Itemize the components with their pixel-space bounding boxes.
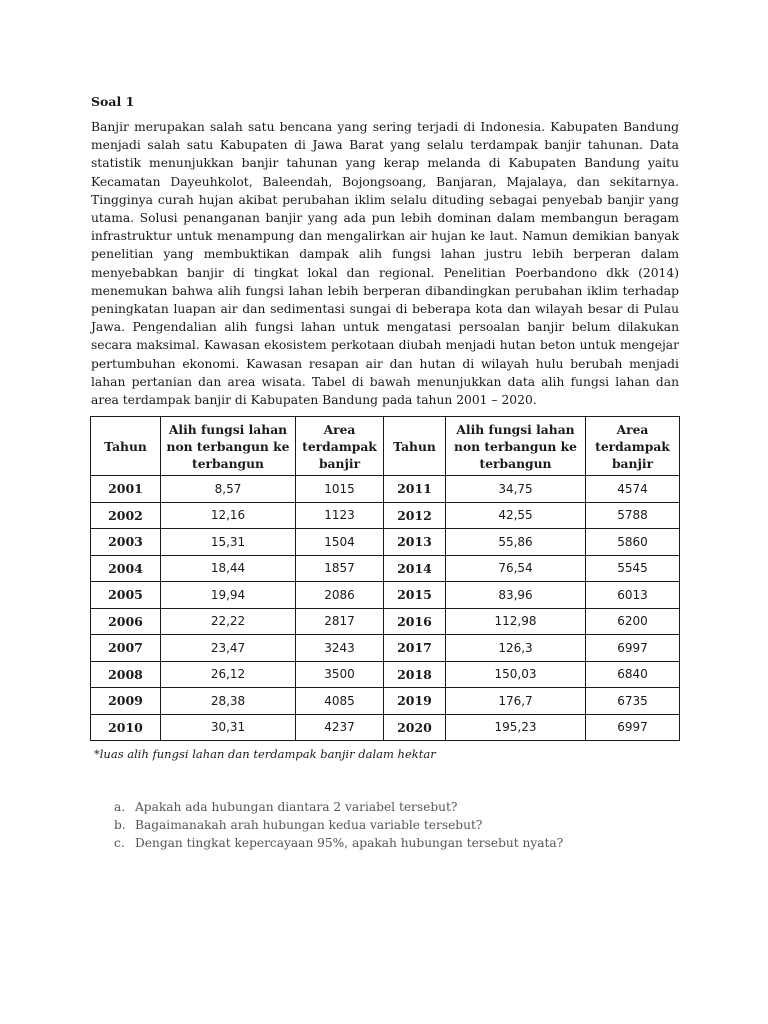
flood-area-cell: 5545 — [586, 555, 680, 582]
table-row — [91, 502, 680, 529]
flood-area-cell: 2817 — [296, 608, 384, 635]
table-row — [91, 476, 680, 503]
land-conversion-cell: 126,3 — [446, 635, 586, 662]
year-cell: 2016 — [384, 608, 446, 635]
question-item — [114, 798, 563, 816]
question-item — [114, 816, 563, 834]
year-cell: 2011 — [384, 476, 446, 503]
data-table — [90, 416, 680, 741]
flood-area-cell: 3243 — [296, 635, 384, 662]
question-text: Dengan tingkat kepercayaan 95%, apakah hubungan tersebut nyata? — [135, 836, 564, 850]
flood-area-cell: 4237 — [296, 714, 384, 741]
land-conversion-cell: 28,38 — [161, 688, 296, 715]
year-cell: 2020 — [384, 714, 446, 741]
land-conversion-cell: 8,57 — [161, 476, 296, 503]
page-title: Soal 1 — [91, 94, 135, 109]
land-conversion-cell: 19,94 — [161, 582, 296, 609]
flood-area-cell: 1123 — [296, 502, 384, 529]
year-cell: 2015 — [384, 582, 446, 609]
land-conversion-cell: 18,44 — [161, 555, 296, 582]
year-cell: 2003 — [91, 529, 161, 556]
table-row — [91, 661, 680, 688]
flood-area-cell: 6013 — [586, 582, 680, 609]
year-cell: 2010 — [91, 714, 161, 741]
flood-area-cell: 5788 — [586, 502, 680, 529]
land-conversion-cell: 34,75 — [446, 476, 586, 503]
land-conversion-cell: 42,55 — [446, 502, 586, 529]
question-list — [114, 798, 563, 852]
table-row — [91, 688, 680, 715]
table-row — [91, 714, 680, 741]
flood-area-cell: 4574 — [586, 476, 680, 503]
year-cell: 2018 — [384, 661, 446, 688]
table-row — [91, 635, 680, 662]
table-row — [91, 555, 680, 582]
table-footnote: *luas alih fungsi lahan dan terdampak banjir dalam hektar — [94, 747, 436, 761]
intro-paragraph: Banjir merupakan salah satu bencana yang sering terjadi di Indonesia. Kabupaten Bandung menjadi salah satu Kabupaten di Jawa Barat yang selalu terdampak banjir tahunan. Data statistik menunjukkan banjir tahunan yang kerap melanda di Kabupaten Bandung yaitu Kecamatan Dayeuhkolot, Baleendah, Bojongsoang, Banjaran, Majalaya, dan sekitarnya. Tingginya curah hujan akibat perubahan iklim selalu dituding sebagai penyebab banjir yang utama. Solusi penanganan banjir yang ada pun lebih dominan dalam membangun beragam infrastruktur untuk menampung dan mengalirkan air hujan ke laut. Namun demikian banyak penelitian yang membuktikan dampak alih fungsi lahan justru lebih berperan dalam menyebabkan banjir di tingkat lokal dan regional. Penelitian Poerbandono dkk (2014) menemukan bahwa alih fungsi lahan lebih berperan dibandingkan perubahan iklim terhadap peningkatan luapan air dan sedimentasi sungai di beberapa kota dan wilayah besar di Pulau Jawa. Pengendalian alih fungsi lahan untuk mengatasi persoalan banjir belum dilakukan secara maksimal. Kawasan ekosistem perkotaan diubah menjadi hutan beton untuk mengejar pertumbuhan ekonomi. Kawasan resapan air dan hutan di wilayah hulu berubah menjadi lahan pertanian dan area wisata. Tabel di bawah menunjukkan data alih fungsi lahan dan area terdampak banjir di Kabupaten Bandung pada tahun 2001 – 2020. — [91, 120, 679, 408]
question-text: Apakah ada hubungan diantara 2 variabel tersebut? — [135, 800, 458, 814]
land-conversion-cell: 22,22 — [161, 608, 296, 635]
land-conversion-cell: 83,96 — [446, 582, 586, 609]
land-conversion-cell: 112,98 — [446, 608, 586, 635]
land-conversion-cell: 195,23 — [446, 714, 586, 741]
question-letter: c. — [114, 836, 125, 850]
question-letter: b. — [114, 818, 126, 832]
year-cell: 2014 — [384, 555, 446, 582]
header-year: Tahun — [91, 417, 161, 476]
flood-area-cell: 2086 — [296, 582, 384, 609]
year-cell: 2017 — [384, 635, 446, 662]
land-conversion-cell: 30,31 — [161, 714, 296, 741]
year-cell: 2002 — [91, 502, 161, 529]
year-cell: 2019 — [384, 688, 446, 715]
flood-area-cell: 3500 — [296, 661, 384, 688]
table-row — [91, 529, 680, 556]
flood-area-cell: 6997 — [586, 635, 680, 662]
year-cell: 2009 — [91, 688, 161, 715]
land-conversion-cell: 150,03 — [446, 661, 586, 688]
table-row — [91, 608, 680, 635]
year-cell: 2004 — [91, 555, 161, 582]
header-flood-area: Area terdampak banjir — [586, 417, 680, 476]
question-letter: a. — [114, 800, 126, 814]
land-conversion-cell: 15,31 — [161, 529, 296, 556]
question-text: Bagaimanakah arah hubungan kedua variable tersebut? — [135, 818, 483, 832]
header-year: Tahun — [384, 417, 446, 476]
land-conversion-cell: 76,54 — [446, 555, 586, 582]
year-cell: 2006 — [91, 608, 161, 635]
flood-area-cell: 1857 — [296, 555, 384, 582]
flood-area-cell: 6735 — [586, 688, 680, 715]
header-land-conversion: Alih fungsi lahan non terbangun ke terbangun — [161, 417, 296, 476]
year-cell: 2013 — [384, 529, 446, 556]
land-conversion-cell: 12,16 — [161, 502, 296, 529]
year-cell: 2012 — [384, 502, 446, 529]
flood-area-cell: 4085 — [296, 688, 384, 715]
year-cell: 2007 — [91, 635, 161, 662]
year-cell: 2008 — [91, 661, 161, 688]
year-cell: 2005 — [91, 582, 161, 609]
table-row — [91, 582, 680, 609]
table-body — [91, 476, 680, 741]
table-header-row — [91, 417, 680, 476]
land-conversion-cell: 55,86 — [446, 529, 586, 556]
flood-area-cell: 1504 — [296, 529, 384, 556]
flood-area-cell: 1015 — [296, 476, 384, 503]
header-land-conversion: Alih fungsi lahan non terbangun ke terbangun — [446, 417, 586, 476]
land-conversion-cell: 26,12 — [161, 661, 296, 688]
flood-area-cell: 6200 — [586, 608, 680, 635]
land-conversion-cell: 23,47 — [161, 635, 296, 662]
land-conversion-cell: 176,7 — [446, 688, 586, 715]
question-item — [114, 834, 563, 852]
year-cell: 2001 — [91, 476, 161, 503]
flood-area-cell: 6997 — [586, 714, 680, 741]
header-flood-area: Area terdampak banjir — [296, 417, 384, 476]
flood-area-cell: 6840 — [586, 661, 680, 688]
flood-area-cell: 5860 — [586, 529, 680, 556]
